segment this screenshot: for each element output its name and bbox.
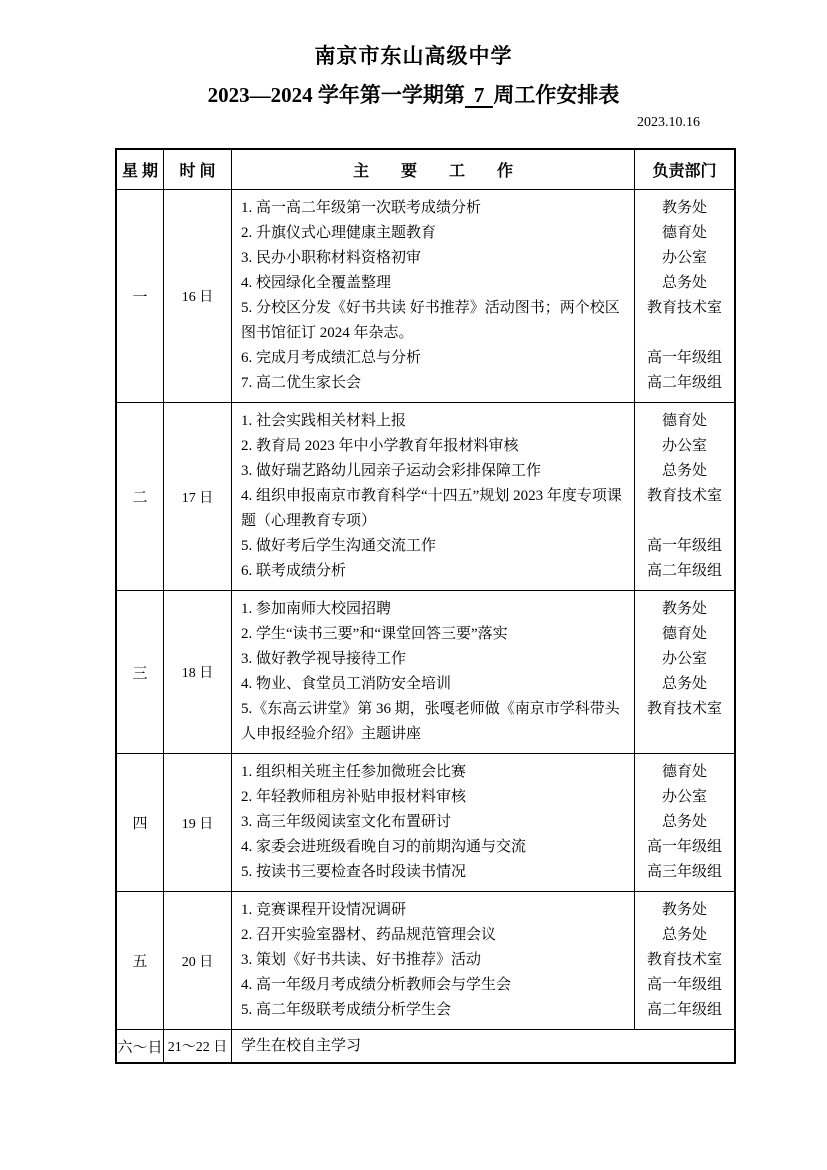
- week-number: 7: [465, 84, 494, 108]
- dept-label: 总务处: [661, 814, 707, 830]
- time-cell: 17 日: [164, 403, 232, 590]
- work-item: 6. 完成月考成绩汇总与分析: [241, 350, 422, 366]
- dept-label: 教育技术室: [646, 701, 722, 717]
- time-cell: 18 日: [164, 591, 232, 753]
- work-item: 1. 高一高二年级第一次联考成绩分析: [241, 200, 482, 216]
- work-item: 7. 高二优生家长会: [241, 375, 362, 391]
- dept-label: 教务处: [661, 601, 707, 617]
- schedule-table: [115, 148, 736, 1064]
- dept-label: 高二年级组: [646, 375, 722, 391]
- work-item: 3. 做好教学视导接待工作: [241, 651, 407, 667]
- work-item: 4. 校园绿化全覆盖整理: [241, 275, 392, 291]
- day-cell: 六～日: [117, 1030, 164, 1062]
- dept-label: 高一年级组: [646, 977, 722, 993]
- col-header-day: 星 期: [117, 150, 164, 189]
- work-item: 4. 组织申报南京市教育科学“十四五”规划 2023 年度专项课题（心理教育专项）: [241, 488, 622, 529]
- time-cell: 16 日: [164, 190, 232, 402]
- dept-label: 高二年级组: [646, 1002, 722, 1018]
- work-item: 3. 民办小职称材料资格初审: [241, 250, 422, 266]
- work-item: 4. 高一年级月考成绩分析教师会与学生会: [241, 977, 512, 993]
- work-item: 2. 升旗仪式心理健康主题教育: [241, 225, 437, 241]
- day-cell: 五: [117, 892, 164, 1029]
- work-item: 5. 高二年级联考成绩分析学生会: [241, 1002, 452, 1018]
- page-title: 南京市东山高级中学: [314, 44, 513, 68]
- work-item: 5.《东高云讲堂》第 36 期，张嘎老师做《南京市学科带头人申报经验介绍》主题讲座: [241, 701, 620, 742]
- work-cell: [232, 591, 635, 753]
- day-cell: 一: [117, 190, 164, 402]
- subtitle-suffix: 周工作安排表: [493, 83, 620, 107]
- work-item: 5. 做好考后学生沟通交流工作: [241, 538, 437, 554]
- dept-cell: [635, 754, 734, 891]
- dept-label: 教务处: [661, 200, 707, 216]
- work-item: 5. 按读书三要检查各时段读书情况: [241, 864, 467, 880]
- work-item: 4. 家委会进班级看晚自习的前期沟通与交流: [241, 839, 527, 855]
- work-item: 2. 教育局 2023 年中小学教育年报材料审核: [241, 438, 519, 454]
- dept-cell: [635, 190, 734, 402]
- table-row-tuesday: [117, 402, 734, 590]
- col-header-dept: 负责部门: [652, 163, 717, 180]
- table-row-friday: [117, 891, 734, 1029]
- dept-label: 德育处: [661, 764, 707, 780]
- time-cell: 21～22 日: [164, 1030, 232, 1062]
- work-item: 1. 参加南师大校园招聘: [241, 601, 392, 617]
- dept-label: 教育技术室: [646, 300, 722, 316]
- col-header-time: 时 间: [164, 150, 232, 189]
- dept-label: 高一年级组: [646, 350, 722, 366]
- dept-label: 教育技术室: [646, 488, 722, 504]
- day-cell: 三: [117, 591, 164, 753]
- work-item: 2. 学生“读书三要”和“课堂回答三要”落实: [241, 626, 508, 642]
- work-item: 2. 年轻教师租房补贴申报材料审核: [241, 789, 467, 805]
- work-item: 4. 物业、食堂员工消防安全培训: [241, 676, 452, 692]
- dept-label: 高二年级组: [646, 563, 722, 579]
- time-cell: 20 日: [164, 892, 232, 1029]
- work-item: 3. 高三年级阅读室文化布置研讨: [241, 814, 452, 830]
- dept-label: 总务处: [661, 275, 707, 291]
- dept-cell: [635, 892, 734, 1029]
- dept-label: 总务处: [661, 676, 707, 692]
- day-cell: 四: [117, 754, 164, 891]
- dept-label: 高一年级组: [646, 538, 722, 554]
- work-cell: [232, 190, 635, 402]
- col-header-work: 主 要 工 作: [232, 150, 635, 189]
- work-item: 学生在校自主学习: [241, 1038, 362, 1054]
- dept-label: 高三年级组: [646, 864, 722, 880]
- dept-label: 德育处: [661, 413, 707, 429]
- work-item: 3. 做好瑞艺路幼儿园亲子运动会彩排保障工作: [241, 463, 542, 479]
- dept-label: 德育处: [661, 626, 707, 642]
- work-cell: [232, 892, 635, 1029]
- dept-label: 办公室: [661, 651, 707, 667]
- dept-cell: [635, 591, 734, 753]
- day-cell: 二: [117, 403, 164, 590]
- page-subtitle: [0, 79, 827, 109]
- work-item: 5. 分校区分发《好书共读 好书推荐》活动图书；两个校区图书馆征订 2024 年杂志。: [241, 300, 620, 341]
- work-item: 1. 竞赛课程开设情况调研: [241, 902, 407, 918]
- time-cell: 19 日: [164, 754, 232, 891]
- header-row: [117, 150, 734, 189]
- doc-date: 2023.10.16: [637, 115, 700, 130]
- dept-label: 办公室: [661, 789, 707, 805]
- work-item: 2. 召开实验室器材、药品规范管理会议: [241, 927, 497, 943]
- dept-label: 办公室: [661, 250, 707, 266]
- table-row-wednesday: [117, 590, 734, 753]
- dept-label: 德育处: [661, 225, 707, 241]
- table-row-weekend: [117, 1029, 734, 1062]
- table-row-thursday: [117, 753, 734, 891]
- table-row-monday: [117, 189, 734, 402]
- dept-label: 总务处: [661, 927, 707, 943]
- dept-label: 教务处: [661, 902, 707, 918]
- work-item: 1. 组织相关班主任参加微班会比赛: [241, 764, 467, 780]
- dept-label: 总务处: [661, 463, 707, 479]
- work-cell-merged: [232, 1030, 734, 1062]
- work-item: 6. 联考成绩分析: [241, 563, 347, 579]
- work-item: 3. 策划《好书共读、好书推荐》活动: [241, 952, 482, 968]
- subtitle-prefix: 2023—2024 学年第一学期第: [207, 83, 465, 107]
- work-cell: [232, 403, 635, 590]
- work-cell: [232, 754, 635, 891]
- dept-cell: [635, 403, 734, 590]
- work-item: 1. 社会实践相关材料上报: [241, 413, 407, 429]
- dept-label: 高一年级组: [646, 839, 722, 855]
- dept-label: 教育技术室: [646, 952, 722, 968]
- dept-label: 办公室: [661, 438, 707, 454]
